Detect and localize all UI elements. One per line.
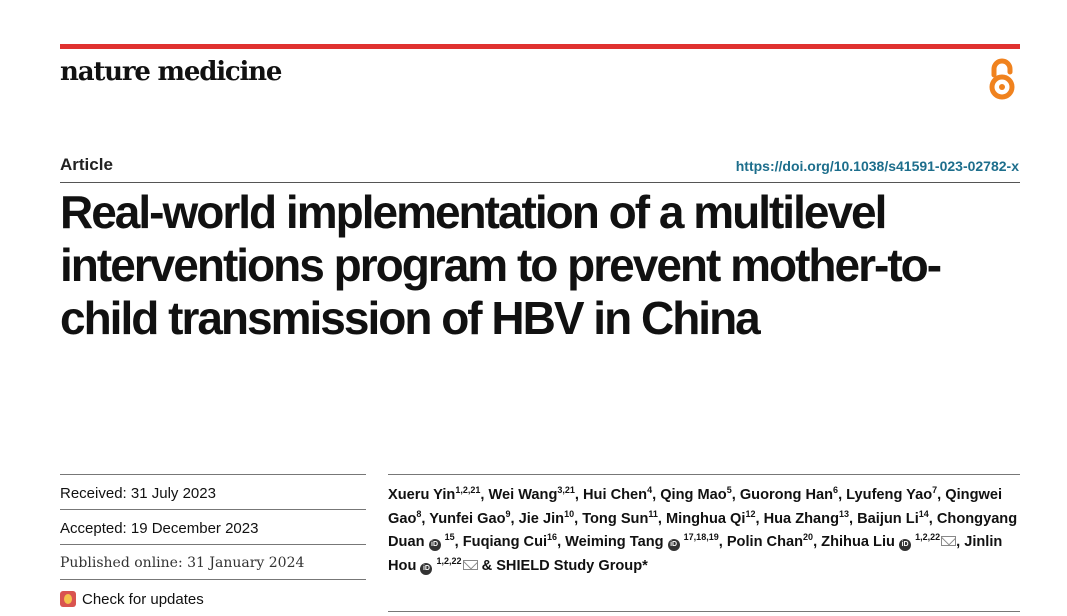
author-name[interactable]: Qingwei Gao bbox=[388, 487, 1003, 527]
article-type: Article bbox=[60, 155, 113, 174]
study-group: & SHIELD Study Group* bbox=[481, 557, 648, 574]
check-for-updates-button[interactable] bbox=[60, 579, 366, 609]
orcid-icon[interactable]: iD bbox=[420, 563, 432, 575]
author-affiliation: 8 bbox=[416, 508, 422, 519]
authors-paragraph: Xueru Yin$^{1,2,21}$, Wei Wang$^{3,21}$, Hui Chen$^4$, Qing Mao$^5$, Guorong Han$^6$, Lyufeng Yao$^7$, Qingwei Gao$^8$, Yunfei Gao$^9$, Jie Jin$^{10}$, Tong Sun$^{11}$, Minghua Qi$^{12}$, Hua Zhang$^{13}$, Baijun Li$^{14}$, Chongyang Duan iD $^{15}$, Fuqiang Cui$^{16}$, Weiming Tang iD $^{17,18,19}$, Polin Chan$^{20}$, Zhihua Liu iD $^{1,2,22}$ , Jinlin Hou iD $^{1,2,22}$ & SHIELD Study Group* bbox=[388, 485, 1018, 574]
author-name[interactable]: Guorong Han bbox=[739, 487, 834, 503]
author-affiliation: 11 bbox=[648, 508, 658, 519]
author-affiliation: 7 bbox=[932, 485, 938, 495]
published-date: Published online: 31 January 2024 bbox=[60, 544, 366, 579]
author-name[interactable]: Baijun Li bbox=[857, 510, 919, 527]
doi-link[interactable]: https://doi.org/10.1038/s41591-023-02782-x bbox=[735, 158, 1019, 174]
author-name[interactable]: Qing Mao bbox=[660, 487, 727, 503]
author-affiliation: 6 bbox=[833, 485, 839, 495]
journal-name[interactable]: nature medicine bbox=[60, 57, 282, 87]
author-affiliation: 9 bbox=[505, 508, 511, 519]
received-date: Received: 31 July 2023 bbox=[60, 474, 366, 509]
author-affiliation: 12 bbox=[745, 508, 756, 519]
author-list bbox=[388, 474, 1020, 578]
author-affiliation: 14 bbox=[918, 508, 929, 519]
email-icon[interactable] bbox=[463, 560, 478, 570]
author-name[interactable]: Chongyang Duan bbox=[388, 510, 1018, 550]
author-name[interactable]: Zhihua Liu bbox=[821, 534, 895, 550]
check-updates-label: Check for updates bbox=[82, 590, 204, 608]
article-title: Real-world implementation of a multilevel interventions program to prevent mother-to-child transmission of HBV in China bbox=[60, 186, 941, 344]
author-affiliation: 17,18,19 bbox=[683, 532, 719, 542]
author-affiliation: 20 bbox=[803, 532, 814, 542]
orcid-icon[interactable]: iD bbox=[899, 539, 911, 551]
author-name[interactable]: Fuqiang Cui bbox=[462, 534, 548, 550]
author-affiliation: 16 bbox=[547, 532, 558, 542]
author-affiliation: 4 bbox=[647, 485, 653, 495]
author-name[interactable]: Hua Zhang bbox=[763, 510, 839, 527]
author-name[interactable]: Polin Chan bbox=[726, 534, 804, 550]
author-affiliation: 1,2,22 bbox=[436, 555, 462, 566]
email-icon[interactable] bbox=[941, 536, 956, 546]
journal-accent-bar bbox=[60, 44, 1020, 49]
author-affiliation: 1,2,22 bbox=[915, 532, 941, 542]
author-affiliation: 5 bbox=[726, 485, 732, 495]
author-affiliation: 13 bbox=[839, 508, 850, 519]
author-name[interactable]: Weiming Tang bbox=[565, 534, 664, 550]
orcid-icon[interactable]: iD bbox=[668, 539, 680, 551]
author-name[interactable]: Jinlin Hou bbox=[388, 534, 1003, 574]
author-affiliation: 15 bbox=[444, 532, 455, 542]
check-updates-icon bbox=[60, 591, 76, 607]
author-name[interactable]: Minghua Qi bbox=[666, 510, 746, 527]
authors-divider bbox=[388, 611, 1020, 612]
author-name[interactable]: Yunfei Gao bbox=[429, 510, 506, 527]
author-name[interactable]: Jie Jin bbox=[518, 510, 565, 527]
author-name[interactable]: Wei Wang bbox=[488, 487, 558, 503]
author-name[interactable]: Hui Chen bbox=[583, 487, 648, 503]
accepted-date: Accepted: 19 December 2023 bbox=[60, 509, 366, 544]
author-affiliation: 10 bbox=[564, 508, 575, 519]
author-affiliation: 1,2,21 bbox=[455, 485, 481, 495]
header-divider bbox=[60, 182, 1020, 183]
article-dates bbox=[60, 474, 366, 609]
author-affiliation: 3,21 bbox=[557, 485, 575, 495]
author-name[interactable]: Lyufeng Yao bbox=[846, 487, 933, 503]
open-access-icon bbox=[985, 57, 1019, 101]
author-name[interactable]: Xueru Yin bbox=[388, 487, 456, 503]
author-name[interactable]: Tong Sun bbox=[582, 510, 649, 527]
orcid-icon[interactable]: iD bbox=[429, 539, 441, 551]
